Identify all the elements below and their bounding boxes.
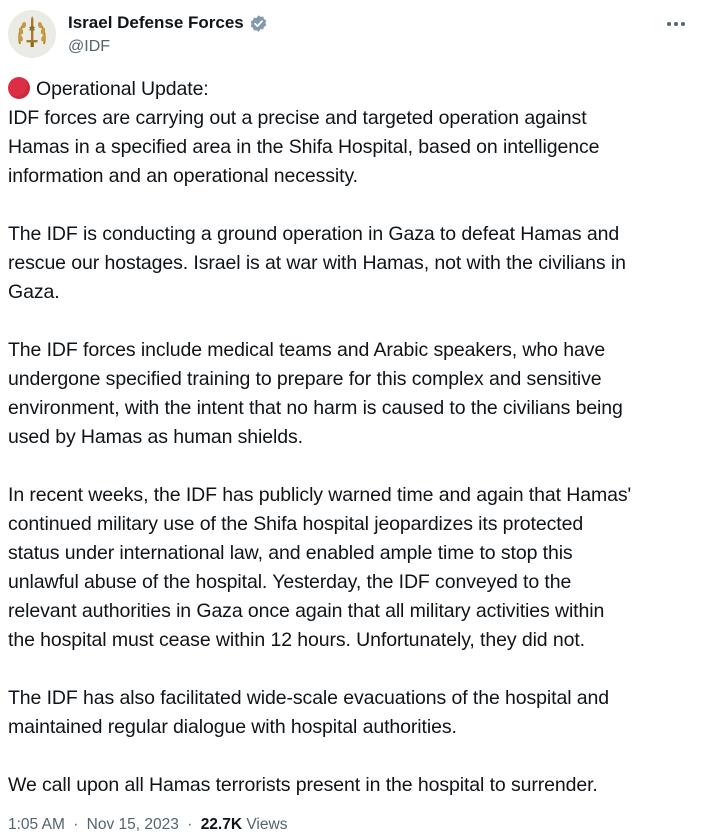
views-count[interactable]: 22.7K [200, 816, 243, 833]
handle[interactable]: @IDF [68, 38, 111, 55]
paragraph-3: The IDF forces include medical teams and Arabic speakers, who have undergone specified training to prepare for this complex and sensitive environment, with the intent that no harm is caused to the civilians being used by Hamas as human shields. [8, 339, 623, 448]
tweet-text [8, 75, 698, 800]
paragraph-4: In recent weeks, the IDF has publicly warned time and again that Hamas' continued military use of the Shifa hospital jeopardizes its protected status under international law, and enabled ample time to stop this unlawful abuse of the hospital. Yesterday, the IDF conveyed to the relevant authorities in Gaza once again that all military activities within the hospital must cease within 12 hours. Unfortunately, they did not. [8, 484, 632, 651]
post-time[interactable]: 1:05 AM [8, 816, 65, 833]
separator: · [73, 816, 79, 833]
tweet-header [8, 10, 697, 62]
views-label: Views [246, 816, 288, 833]
paragraph-1-body: IDF forces are carrying out a precise and targeted operation against Hamas in a specified area in the Shifa Hospital, based on intelligence information and an operational necessity. [8, 107, 600, 187]
post-date[interactable]: Nov 15, 2023 [86, 816, 179, 833]
idf-emblem-icon [12, 14, 52, 54]
more-horizontal-icon [666, 21, 686, 27]
display-name[interactable]: Israel Defense Forces [68, 13, 244, 32]
red-circle-icon [8, 77, 30, 99]
paragraph-5: The IDF has also facilitated wide-scale evacuations of the hospital and maintained regular dialogue with hospital authorities. [8, 687, 609, 738]
verified-badge-icon[interactable] [249, 14, 268, 33]
avatar[interactable] [8, 10, 56, 58]
paragraph-2: The IDF is conducting a ground operation in Gaza to defeat Hamas and rescue our hostages. Israel is at war with Hamas, not with the civilians in Gaza. [8, 223, 626, 303]
separator: · [187, 816, 193, 833]
update-label: Operational Update: [36, 78, 209, 100]
paragraph-1 [8, 75, 698, 191]
more-button[interactable] [661, 12, 691, 36]
paragraph-6: We call upon all Hamas terrorists present in the hospital to surrender. [8, 774, 598, 796]
tweet-meta [8, 816, 287, 834]
author-block [68, 12, 268, 56]
display-name-row [68, 12, 268, 34]
